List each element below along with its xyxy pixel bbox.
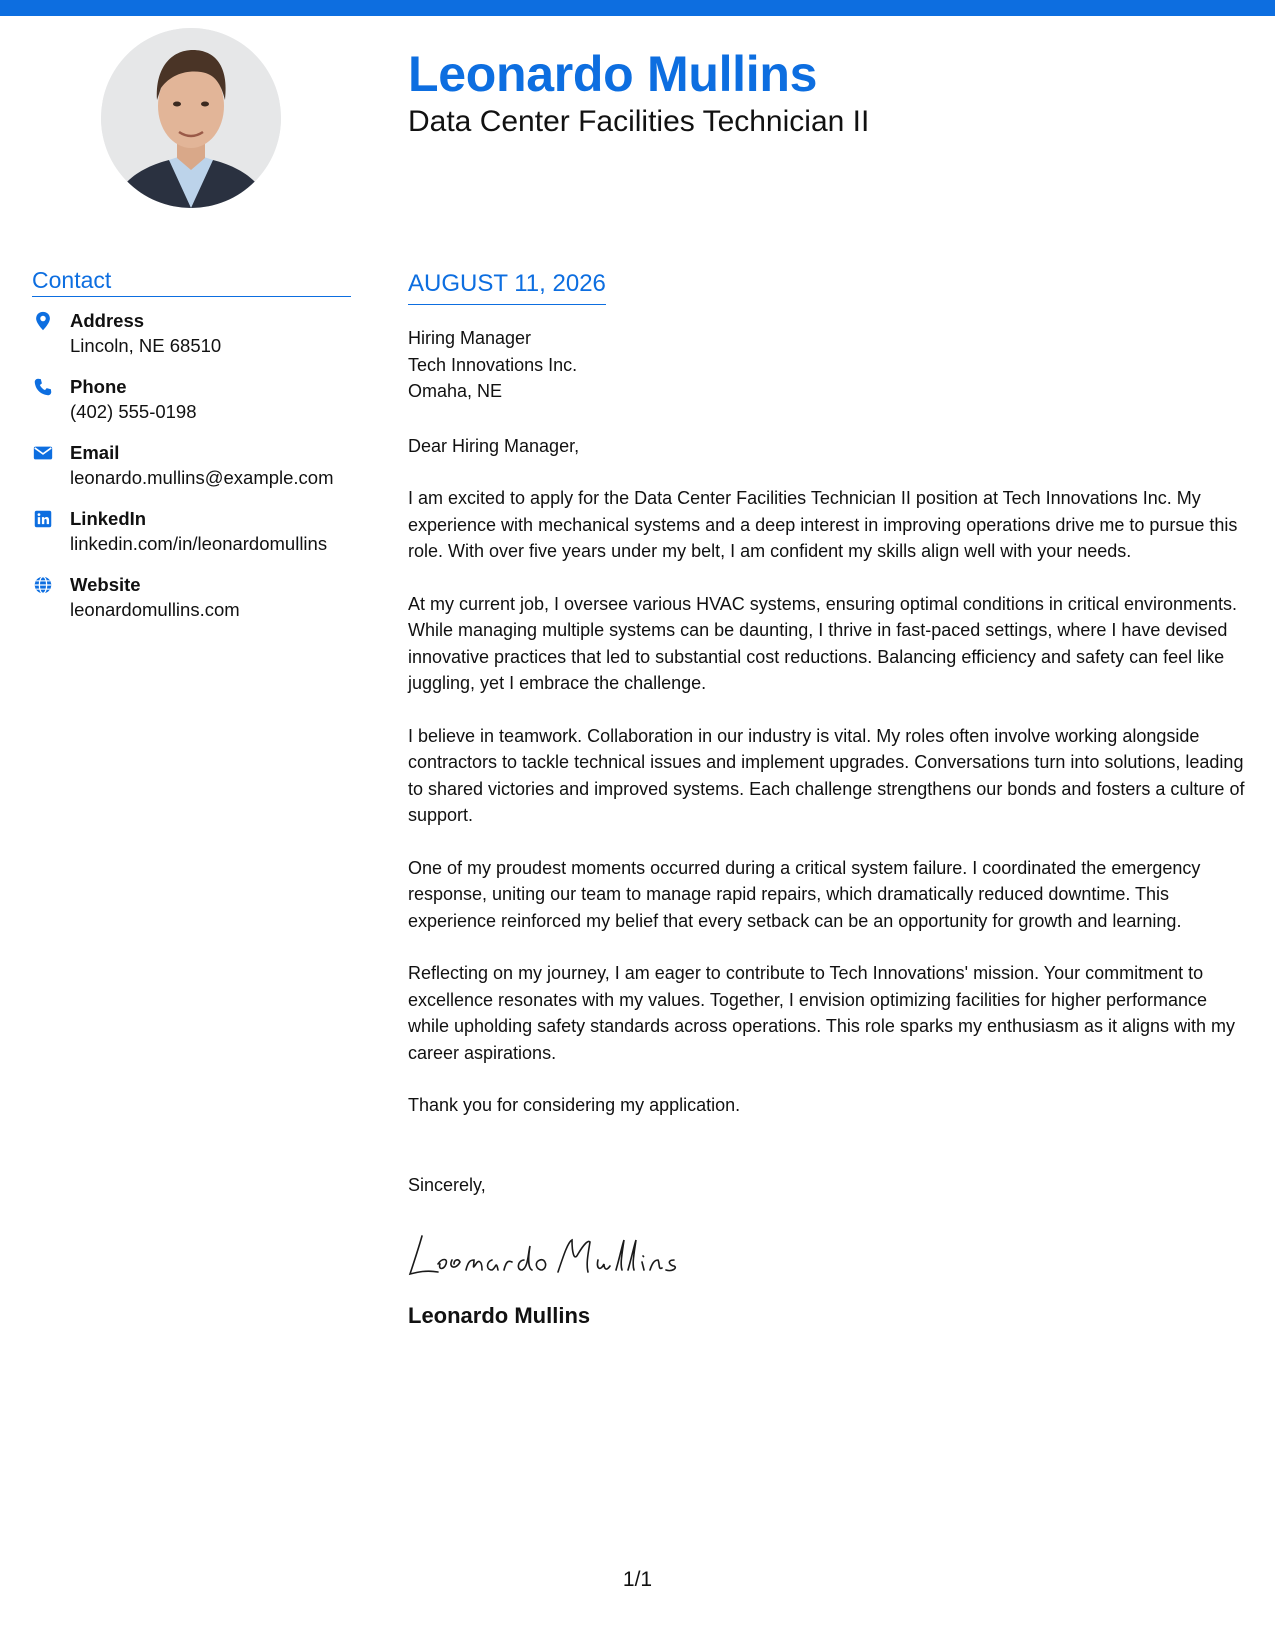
contact-item-email [32, 441, 351, 491]
recipient-line: Omaha, NE [408, 381, 503, 401]
contact-sidebar [32, 266, 351, 639]
body-paragraph: I believe in teamwork. Collaboration in our industry is vital. My roles often involve working alongside contractors to tackle technical issues and implement upgrades. Conversations turn into solutions, leading to shared victories and improved systems. Each challenge strengthens our bonds and fosters a culture of support. [408, 725, 1245, 825]
body-paragraph: One of my proudest moments occurred during a critical system failure. I coordinated the emergency response, uniting our team to manage rapid repairs, which dramatically reduced downtime. This experience reinforced my belief that every setback can be an opportunity for growth and learning. [408, 857, 1201, 931]
contact-item-phone [32, 375, 351, 425]
contact-label: Address [70, 310, 145, 331]
contact-label: Phone [70, 376, 127, 397]
letter-header [408, 44, 869, 140]
contact-label: Website [70, 574, 141, 595]
job-title: Data Center Facilities Technician II [408, 105, 870, 138]
letter-body [408, 268, 1253, 1330]
recipient-line: Tech Innovations Inc. [408, 354, 578, 375]
applicant-name: Leonardo Mullins [408, 46, 818, 102]
salutation: Dear Hiring Manager, [408, 435, 580, 456]
contact-list [32, 309, 351, 623]
envelope-icon [32, 442, 54, 464]
contact-value: (402) 555-0198 [70, 401, 197, 422]
page-number: 1/1 [622, 1568, 653, 1591]
contact-value[interactable]: leonardo.mullins@example.com [70, 467, 334, 488]
contact-heading: Contact [32, 266, 351, 297]
recipient-block [408, 325, 1253, 405]
phone-icon [32, 376, 54, 398]
body-paragraph: Thank you for considering my application. [408, 1095, 741, 1115]
contact-value: Lincoln, NE 68510 [70, 335, 222, 356]
letter-date: AUGUST 11, 2026 [408, 268, 606, 305]
contact-value[interactable]: leonardomullins.com [70, 599, 240, 620]
body-paragraph: I am excited to apply for the Data Center Facilities Technician II position at Tech Innovations Inc. My experience with mechanical systems and a deep interest in improving operations drive me to pursue this role. With over five years under my belt, I am confident my skills align well with your needs. [408, 488, 1238, 561]
contact-label: LinkedIn [70, 508, 147, 529]
contact-item-address [32, 309, 351, 359]
map-pin-icon [32, 310, 54, 332]
top-accent-bar [0, 0, 1275, 16]
contact-value[interactable]: linkedin.com/in/leonardomullins [70, 533, 328, 554]
body-paragraph: At my current job, I oversee various HVAC systems, ensuring optimal conditions in critical environments. While managing multiple systems can be daunting, I thrive in fast-paced settings, where I have devised innovative practices that led to substantial cost reductions. Balancing efficiency and safety can feel like juggling, yet I embrace the challenge. [408, 593, 1237, 693]
globe-icon [32, 574, 54, 596]
handwritten-signature [408, 1224, 1253, 1284]
contact-item-linkedin [32, 507, 351, 557]
contact-item-website [32, 573, 351, 623]
contact-label: Email [70, 442, 120, 463]
body-paragraph: Reflecting on my journey, I am eager to contribute to Tech Innovations' mission. Your commitment to excellence resonates with my values. Together, I envision optimizing facilities for higher performance while upholding safety standards across operations. This role sparks my enthusiasm as it aligns with my career aspirations. [408, 963, 1236, 1063]
profile-photo [101, 28, 281, 208]
recipient-line: Hiring Manager [408, 328, 532, 348]
closing: Sincerely, [408, 1174, 486, 1195]
signed-name: Leonardo Mullins [408, 1303, 591, 1328]
linkedin-icon [32, 508, 54, 530]
